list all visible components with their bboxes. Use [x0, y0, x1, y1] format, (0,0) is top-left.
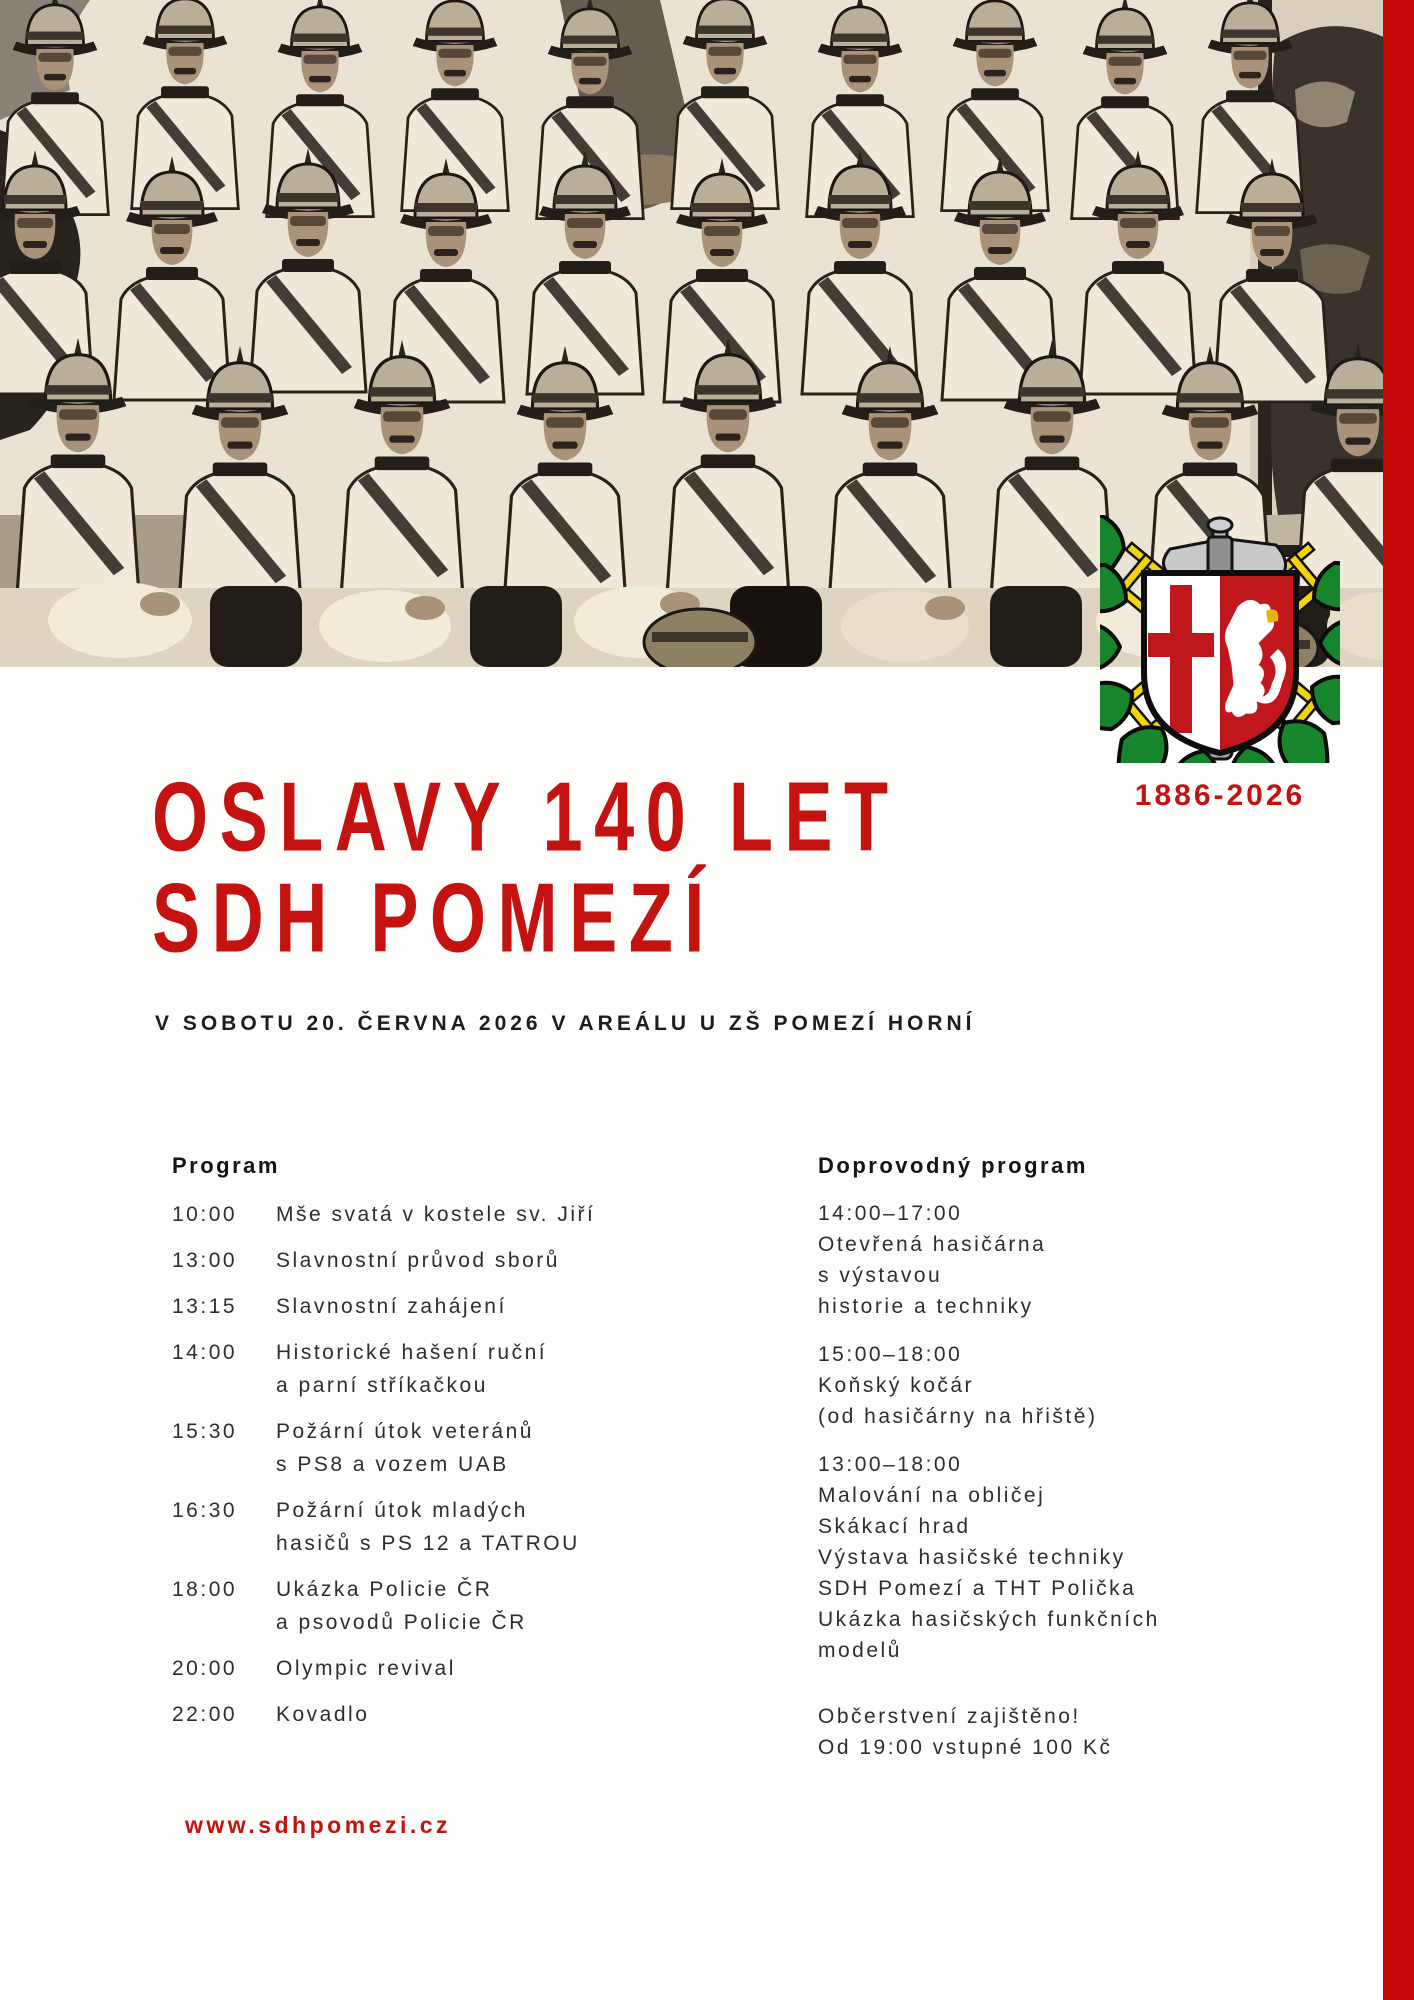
- program-item-time: 13:15: [172, 1295, 238, 1318]
- emblem-icon: [1100, 515, 1340, 763]
- program-column: [172, 1153, 732, 1744]
- program-item: [172, 1698, 732, 1731]
- side-program-line: Ukázka hasičských funkčních: [818, 1608, 1160, 1631]
- program-item-line: Mše svatá v kostele sv. Jiří: [276, 1203, 596, 1226]
- side-program-paragraph: [818, 1449, 1238, 1666]
- side-program-column: [818, 1153, 1238, 1780]
- side-program-paragraph: [818, 1339, 1238, 1432]
- event-date-location: V SOBOTU 20. ČERVNA 2026 V AREÁLU U ZŠ POMEZÍ HORNÍ: [155, 1012, 976, 1035]
- side-program-line: Od 19:00 vstupné 100 Kč: [818, 1736, 1113, 1759]
- program-item: [172, 1244, 732, 1277]
- side-program-line: s výstavou: [818, 1264, 943, 1287]
- side-program-line: SDH Pomezí a THT Polička: [818, 1577, 1137, 1600]
- program-item: [172, 1415, 732, 1481]
- program-list: [172, 1198, 732, 1731]
- program-item-line: a parní stříkačkou: [276, 1374, 488, 1397]
- side-program-line: historie a techniky: [818, 1295, 1034, 1318]
- program-item-line: s PS8 a vozem UAB: [276, 1453, 509, 1476]
- fire-brigade-emblem: [1100, 515, 1340, 763]
- program-item-line: a psovodů Policie ČR: [276, 1611, 527, 1634]
- program-item-text: [276, 1244, 732, 1277]
- program-item-time: 20:00: [172, 1657, 238, 1680]
- program-item: [172, 1494, 732, 1560]
- title-line-2: SDH POMEZÍ: [152, 862, 716, 973]
- side-program-line: 13:00–18:00: [818, 1453, 963, 1476]
- program-item-line: Ukázka Policie ČR: [276, 1578, 493, 1601]
- side-program-paragraph: [818, 1701, 1238, 1763]
- program-item: [172, 1198, 732, 1231]
- program-item-text: [276, 1290, 732, 1323]
- program-heading: Program: [172, 1153, 280, 1178]
- program-item-line: Požární útok veteránů: [276, 1420, 534, 1443]
- side-program-line: Otevřená hasičárna: [818, 1233, 1047, 1256]
- program-item-text: [276, 1573, 732, 1639]
- program-item-time: 16:30: [172, 1499, 238, 1522]
- program-item: [172, 1573, 732, 1639]
- website-link[interactable]: www.sdhpomezi.cz: [185, 1812, 452, 1838]
- program-item-line: Slavnostní průvod sborů: [276, 1249, 560, 1272]
- page-title: [152, 760, 1064, 973]
- program-item-time: 18:00: [172, 1578, 238, 1601]
- program-item-time: 10:00: [172, 1203, 238, 1226]
- anniversary-years: 1886-2026: [1134, 779, 1306, 812]
- side-program-heading: Doprovodný program: [818, 1153, 1088, 1178]
- program-item-line: Slavnostní zahájení: [276, 1295, 507, 1318]
- program-item-line: Historické hašení ruční: [276, 1341, 548, 1364]
- program-item-text: [276, 1652, 732, 1685]
- program-item-line: hasičů s PS 12 a TATROU: [276, 1532, 580, 1555]
- program-item-text: [276, 1494, 732, 1560]
- side-program-line: Občerstvení zajištěno!: [818, 1705, 1081, 1728]
- program-item-time: 14:00: [172, 1341, 238, 1364]
- program-item: [172, 1336, 732, 1402]
- side-program-line: Skákací hrad: [818, 1515, 971, 1538]
- side-program-line: 14:00–17:00: [818, 1202, 963, 1225]
- side-program-list: [818, 1198, 1238, 1763]
- side-program-line: modelů: [818, 1639, 902, 1662]
- side-program-line: (od hasičárny na hřiště): [818, 1405, 1098, 1428]
- lap-helmet-icon: [644, 609, 756, 667]
- title-line-1: OSLAVY 140 LET: [152, 761, 900, 872]
- program-item-time: 22:00: [172, 1703, 238, 1726]
- program-item-text: [276, 1336, 732, 1402]
- program-item-text: [276, 1415, 732, 1481]
- program-item-line: Požární útok mladých: [276, 1499, 528, 1522]
- program-item: [172, 1652, 732, 1685]
- side-program-line: Koňský kočár: [818, 1374, 975, 1397]
- side-program-line: Malování na obličej: [818, 1484, 1046, 1507]
- program-item-time: 15:30: [172, 1420, 238, 1443]
- program-item-time: 13:00: [172, 1249, 238, 1272]
- program-item-line: Kovadlo: [276, 1703, 370, 1726]
- red-accent-stripe: [1383, 0, 1414, 2000]
- program-item: [172, 1290, 732, 1323]
- program-item-line: Olympic revival: [276, 1657, 456, 1680]
- program-item-text: [276, 1698, 732, 1731]
- side-program-paragraph: [818, 1198, 1238, 1322]
- program-item-text: [276, 1198, 732, 1231]
- side-program-line: 15:00–18:00: [818, 1343, 963, 1366]
- side-program-line: Výstava hasičské techniky: [818, 1546, 1126, 1569]
